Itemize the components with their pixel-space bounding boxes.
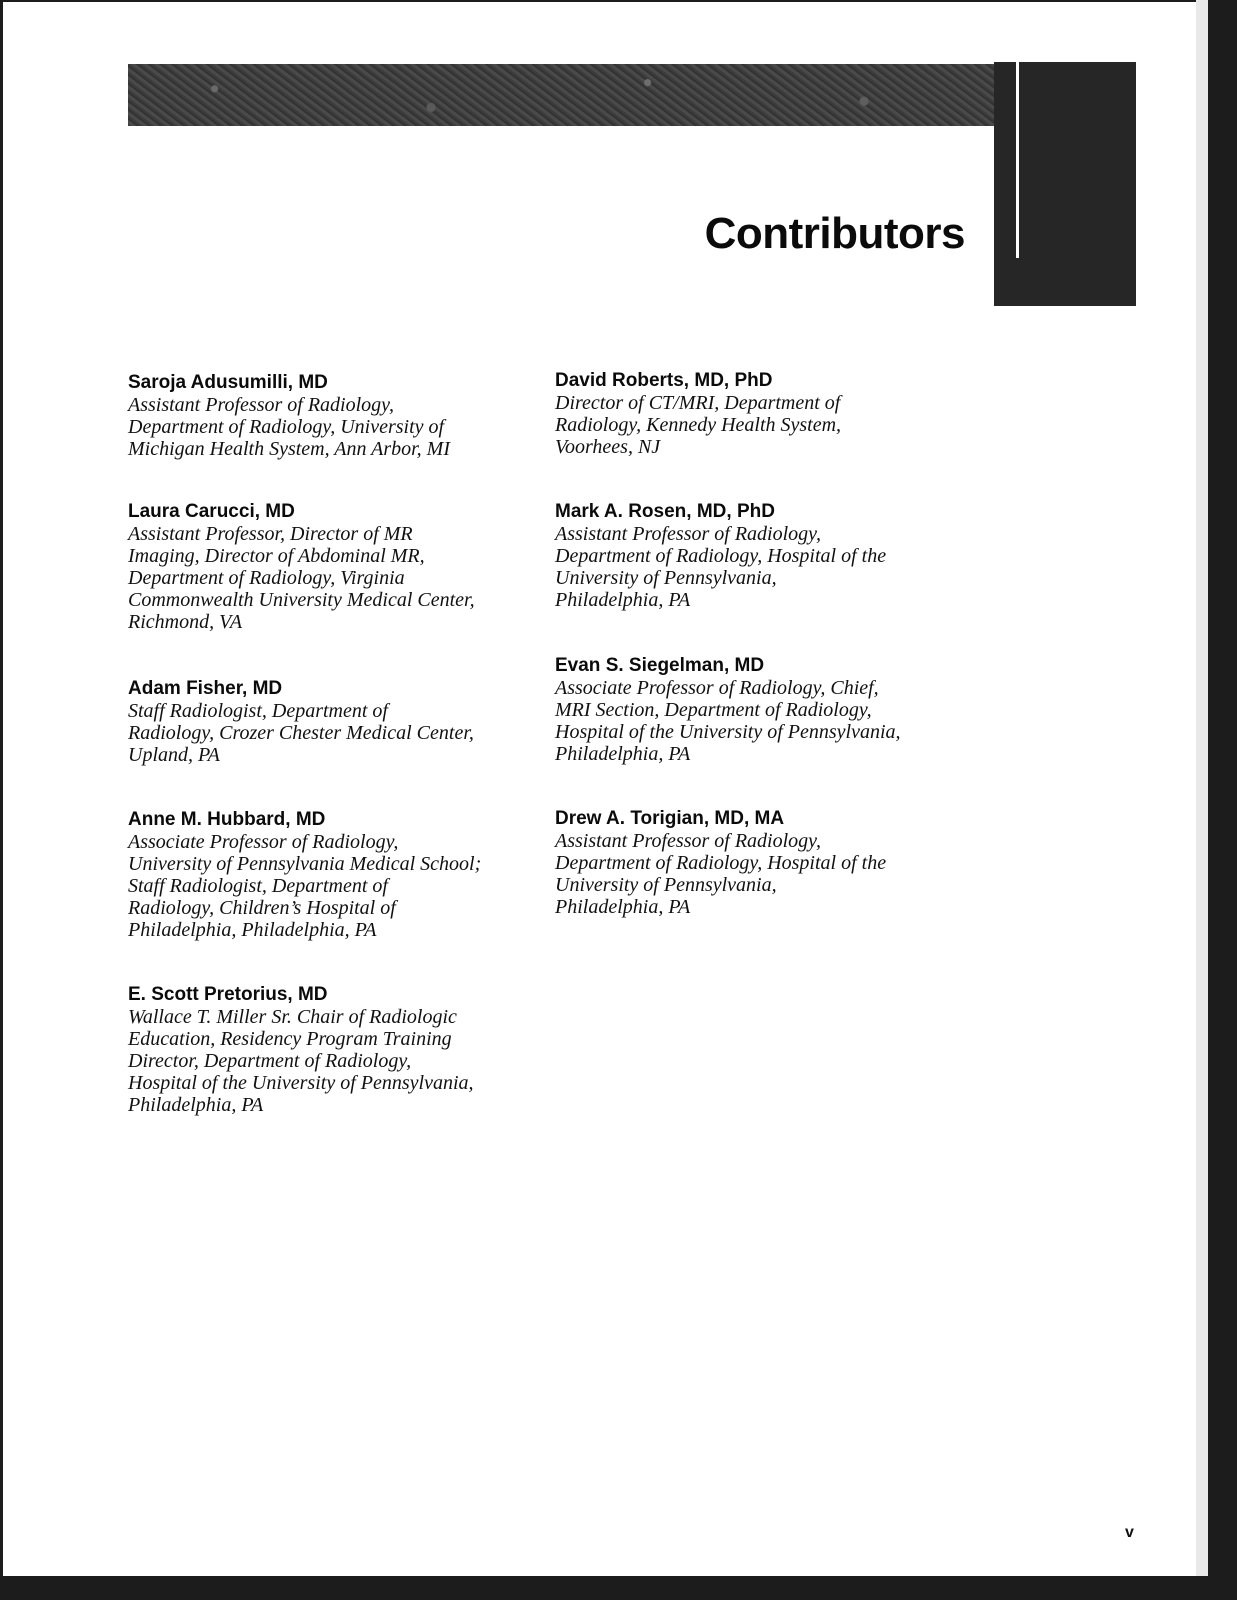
contributor-affiliation: Assistant Professor of Radiology, Department of Radiology, University of Michigan Health System, Ann Arbor, MI: [128, 394, 451, 460]
contributor-entry: [128, 501, 568, 633]
contributor-name: Evan S. Siegelman, MD: [555, 655, 765, 676]
contributor-affiliation: Assistant Professor, Director of MR Imaging, Director of Abdominal MR, Department of Radiology, Virginia Commonwealth University Medical Center, Richmond, VA: [128, 523, 475, 633]
contributor-entry: [555, 370, 995, 458]
contributor-affiliation: Assistant Professor of Radiology, Department of Radiology, Hospital of the University of Pennsylvania, Philadelphia, PA: [555, 830, 887, 918]
scan-border-right: [1208, 0, 1237, 1600]
contributor-entry: [128, 678, 568, 766]
contributor-name: Saroja Adusumilli, MD: [128, 372, 328, 393]
contributor-name: Mark A. Rosen, MD, PhD: [555, 501, 775, 522]
contributor-name: Laura Carucci, MD: [128, 501, 295, 522]
contributor-entry: [128, 809, 568, 941]
contributor-name: Anne M. Hubbard, MD: [128, 809, 326, 830]
contributor-name: David Roberts, MD, PhD: [555, 370, 773, 391]
contributor-entry: [128, 372, 568, 460]
contributor-name: Drew A. Torigian, MD, MA: [555, 808, 785, 829]
scan-border-left: [0, 0, 3, 1600]
header-divider-line: [1016, 62, 1019, 258]
contributor-entry: [555, 501, 995, 611]
page-number: v: [1125, 1524, 1134, 1541]
header-texture-band: [128, 64, 994, 126]
scan-border-bottom: [0, 1576, 1237, 1600]
contributor-affiliation: Assistant Professor of Radiology, Department of Radiology, Hospital of the University of Pennsylvania, Philadelphia, PA: [555, 523, 887, 611]
scan-border-top: [0, 0, 1237, 2]
page-title: Contributors: [704, 209, 965, 258]
contributor-affiliation: Staff Radiologist, Department of Radiology, Crozer Chester Medical Center, Upland, PA: [128, 700, 474, 766]
contributor-affiliation: Director of CT/MRI, Department of Radiology, Kennedy Health System, Voorhees, NJ: [555, 392, 842, 458]
contributor-entry: [555, 655, 995, 765]
contributor-name: E. Scott Pretorius, MD: [128, 984, 328, 1005]
contributor-entry: [555, 808, 995, 918]
contributor-affiliation: Wallace T. Miller Sr. Chair of Radiologic Education, Residency Program Training Director, Department of Radiology, Hospital of the University of Pennsylvania, Philadelphia, PA: [128, 1006, 474, 1116]
contributor-affiliation: Associate Professor of Radiology, Chief, MRI Section, Department of Radiology, Hospital of the University of Pennsylvania, Philadelphia, PA: [555, 677, 901, 765]
contributor-name: Adam Fisher, MD: [128, 678, 283, 699]
contributor-affiliation: Associate Professor of Radiology, University of Pennsylvania Medical School; Staff Radiologist, Department of Radiology, Children’s Hospital of Philadelphia, Philadelphia, PA: [128, 831, 482, 941]
contributor-entry: [128, 984, 568, 1116]
